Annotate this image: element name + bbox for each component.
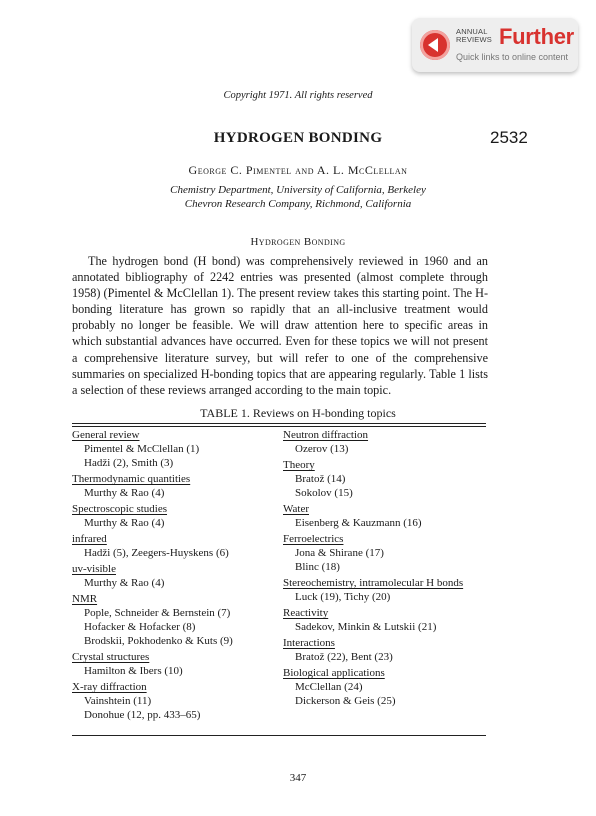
badge-annual-reviews-label (456, 28, 492, 44)
badge-further-text: Further (499, 24, 574, 49)
table-topic-heading: Biological applications (283, 667, 385, 679)
table-topic-heading: Reactivity (283, 607, 329, 619)
table-top-rule-2 (72, 426, 486, 427)
table-reference-entry: Hadži (2), Smith (3) (84, 457, 174, 469)
article-title: HYDROGEN BONDING (213, 130, 383, 146)
table-caption: TABLE 1. Reviews on H-bonding topics (200, 406, 396, 420)
table-bottom-rule (72, 735, 486, 736)
table-reference-entry: Brodskii, Pokhodenko & Kuts (9) (84, 635, 233, 647)
table-topic-heading: Stereochemistry, intramolecular H bonds (283, 577, 464, 589)
section-heading: Hydrogen Bonding (250, 236, 346, 248)
table-topic-heading: Thermodynamic quantities (72, 473, 191, 485)
table-reference-entry: Murthy & Rao (4) (84, 487, 165, 499)
table-topic-heading: X-ray diffraction (72, 681, 147, 693)
annual-reviews-further-badge[interactable] (412, 18, 578, 72)
table-topic-heading: Water (283, 503, 309, 515)
table-reference-entry: Jona & Shirane (17) (295, 547, 384, 559)
table-reference-entry: McClellan (24) (295, 681, 363, 693)
table-topic-heading: Interactions (283, 637, 335, 649)
table-right-column (283, 428, 488, 710)
table-topic-heading: uv-visible (72, 563, 116, 575)
table-topic-heading: Crystal structures (72, 651, 150, 663)
table-reference-entry: Sokolov (15) (295, 487, 353, 499)
table-topic-heading: Theory (283, 459, 315, 471)
table-reference-entry: Eisenberg & Kauzmann (16) (295, 517, 422, 529)
table-reference-entry: Hamilton & Ibers (10) (84, 665, 183, 677)
page-code: 2532 (490, 128, 528, 147)
intro-paragraph: The hydrogen bond (H bond) was comprehensively reviewed in 1960 and an annotated bibliography of 2242 entries was presented (almost complete through 1958) (Pimentel & McClellan 1). The present review takes this starting point. The H-bonding literature has grown so rapidly that an all-inclusive treatment would probably no longer be feasible. We will draw attention here to specific areas in which substantial advances have occurred. Even for these topics we will not present a comprehensive literature survey, but will refer to one of the comprehensive summaries on specialized H-bonding topics that are appearing regularly. Table 1 lists a selection of these reviews arranged according to the main topic. (72, 254, 488, 397)
table-reference-entry: Luck (19), Tichy (20) (295, 591, 391, 603)
table-reference-entry: Bratož (22), Bent (23) (295, 651, 393, 663)
badge-annual-text: ANNUAL (456, 27, 488, 36)
table-reference-entry: Donohue (12, pp. 433–65) (84, 709, 201, 721)
affiliation-2: Chevron Research Company, Richmond, California (184, 198, 412, 210)
page-number: 347 (289, 772, 307, 784)
table-reference-entry: Hofacker & Hofacker (8) (84, 621, 196, 633)
table-reference-entry: Blinc (18) (295, 561, 340, 573)
authors: George C. Pimentel and A. L. McClellan (188, 163, 408, 177)
table-reference-entry: Murthy & Rao (4) (84, 517, 165, 529)
table-left-column (72, 428, 272, 724)
table-reference-entry: Murthy & Rao (4) (84, 577, 165, 589)
table-reference-entry: Sadekov, Minkin & Lutskii (21) (295, 621, 437, 633)
table-reference-entry: Vainshtein (11) (84, 695, 152, 707)
table-topic-heading: General review (72, 429, 140, 441)
affiliation-1: Chemistry Department, University of California, Berkeley (170, 184, 426, 196)
table-reference-entry: Ozerov (13) (295, 443, 349, 455)
table-reference-entry: Pimentel & McClellan (1) (84, 443, 200, 455)
badge-subtitle: Quick links to online content (456, 52, 569, 62)
table-reference-entry: Dickerson & Geis (25) (295, 695, 396, 707)
table-topic-heading: Ferroelectrics (283, 533, 344, 545)
table-topic-heading: Neutron diffraction (283, 429, 369, 441)
table-reference-entry: Hadži (5), Zeegers-Huyskens (6) (84, 547, 229, 559)
table-topic-heading: Spectroscopic studies (72, 503, 168, 515)
table-topic-heading: infrared (72, 533, 107, 545)
copyright-notice: Copyright 1971. All rights reserved (223, 90, 373, 101)
table-reference-entry: Bratož (14) (295, 473, 346, 485)
badge-reviews-text: REVIEWS (456, 35, 492, 44)
back-arrow-icon (420, 30, 450, 60)
table-topic-heading: NMR (72, 593, 98, 605)
table-reference-entry: Pople, Schneider & Bernstein (7) (84, 607, 231, 619)
table-top-rule (72, 423, 486, 424)
